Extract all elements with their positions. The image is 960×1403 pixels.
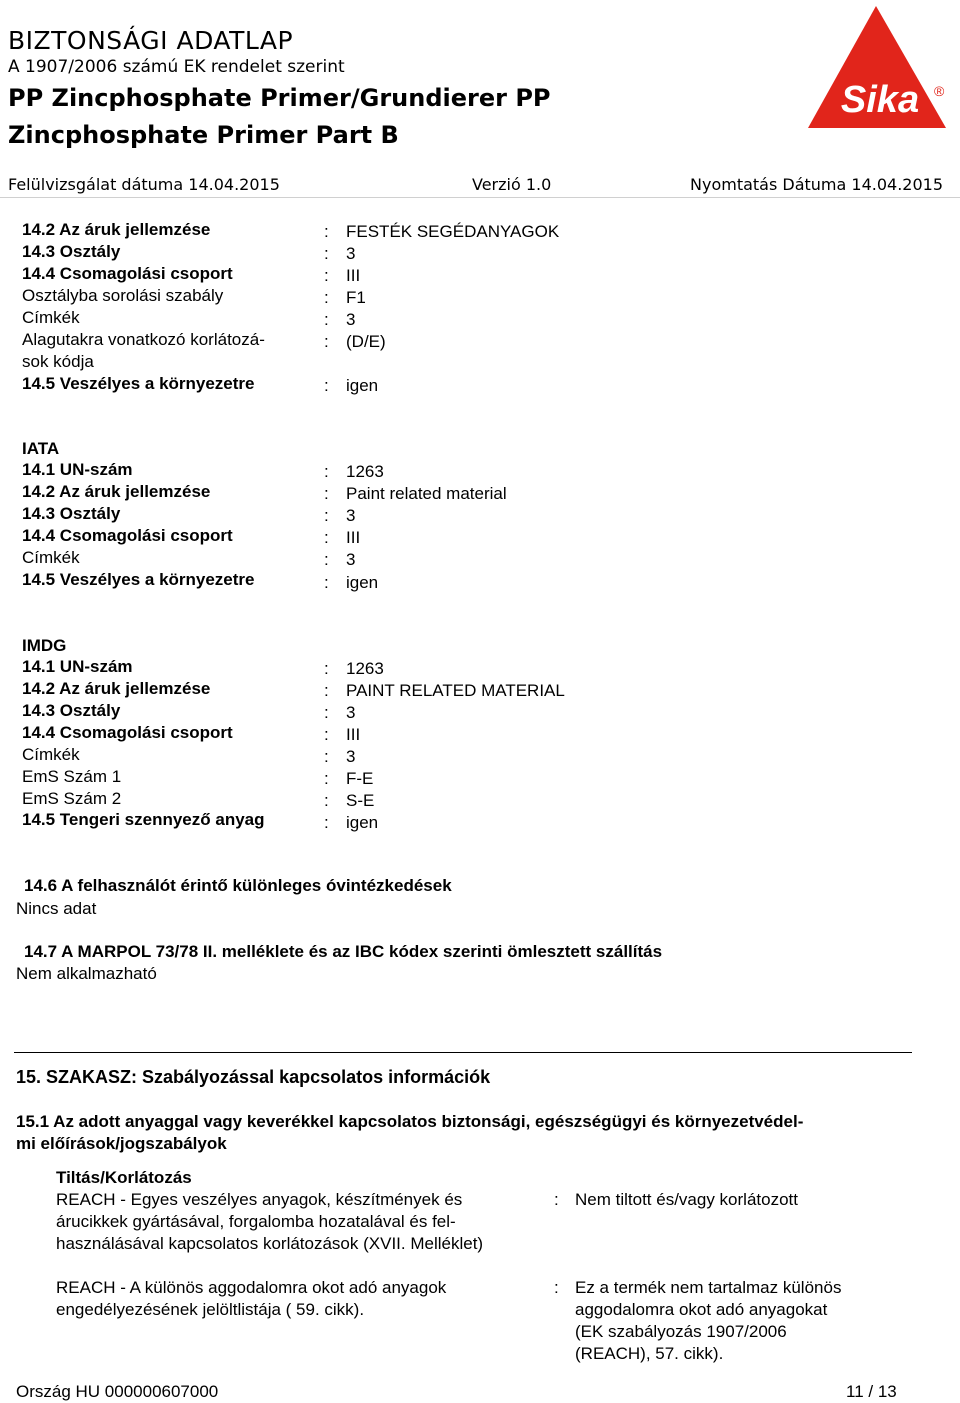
document-header [0,0,960,200]
imdg-packing-group-value: III [346,725,361,744]
footer-country-code: Ország HU 000000607000 [16,1382,219,1401]
reach-restriction-label-line3: használásával kapcsolatos korlátozások (XVII. Melléklet) [56,1234,484,1253]
imdg-ems1-value: F-E [346,769,374,788]
adr-classification-code-label: Osztályba sorolási szabály [22,286,224,305]
imdg-description-label: 14.2 Az áruk jellemzése [22,679,211,698]
version: Verzió 1.0 [472,175,552,194]
colon: : [324,484,329,503]
iata-packing-group-label: 14.4 Csomagolási csoport [22,526,233,545]
imdg-marine-pollutant-label: 14.5 Tengeri szennyező anyag [22,810,265,829]
reach-candidate-value-line2: aggodalomra okot adó anyagokat [575,1300,828,1319]
imdg-labels-value: 3 [346,747,356,766]
reach-candidate-value-line4: (REACH), 57. cikk). [575,1344,724,1363]
reach-restriction-value: Nem tiltott és/vagy korlátozott [575,1190,798,1209]
iata-environment-label: 14.5 Veszélyes a környezetre [22,570,255,589]
imdg-un-number-label: 14.1 UN-szám [22,657,133,676]
reach-candidate-label-line1: REACH - A különös aggodalomra okot adó anyagok [56,1278,447,1297]
iata-un-number-value: 1263 [346,462,384,481]
iata-packing-group-value: III [346,528,361,547]
adr-labels-label: Címkék [22,308,80,327]
colon: : [324,332,329,351]
revision-date: Felülvizsgálat dátuma 14.04.2015 [8,175,280,194]
section-15-title: 15. SZAKASZ: Szabályozással kapcsolatos információk [16,1067,491,1087]
colon: : [324,769,329,788]
imdg-un-number-value: 1263 [346,659,384,678]
imdg-ems1-label: EmS Szám 1 [22,767,122,786]
print-date: Nyomtatás Dátuma 14.04.2015 [690,175,944,194]
colon: : [324,528,329,547]
sika-logo [806,4,956,132]
colon: : [324,573,329,592]
header-divider [0,197,960,198]
colon: : [324,703,329,722]
restrictions-heading: Tiltás/Korlátozás [56,1168,192,1187]
colon: : [324,376,329,395]
colon: : [324,310,329,329]
adr-tunnel-code-label-line2: sok kódja [22,352,94,371]
iata-labels-label: Címkék [22,548,80,567]
reach-restriction-label-line2: árucikkek gyártásával, forgalomba hozatalával és fel- [56,1212,456,1231]
colon: : [324,725,329,744]
adr-tunnel-code-label-line1: Alagutakra vonatkozó korlátozá- [22,330,265,349]
reach-restriction-label-line1: REACH - Egyes veszélyes anyagok, készítmények és [56,1190,463,1209]
marpol-text: Nem alkalmazható [16,964,157,983]
imdg-labels-label: Címkék [22,745,80,764]
adr-labels-value: 3 [346,310,356,329]
section-divider [14,1052,912,1053]
colon: : [324,747,329,766]
colon: : [324,681,329,700]
adr-description-value: FESTÉK SEGÉDANYAGOK [346,222,560,241]
adr-environment-value: igen [346,376,379,395]
iata-un-number-label: 14.1 UN-szám [22,460,133,479]
iata-class-value: 3 [346,506,356,525]
imdg-description-value: PAINT RELATED MATERIAL [346,681,565,700]
colon: : [324,791,329,810]
colon: : [324,813,329,832]
imdg-ems2-value: S-E [346,791,375,810]
special-precautions-heading: 14.6 A felhasználót érintő különleges óvintézkedések [24,876,452,895]
marpol-heading: 14.7 A MARPOL 73/78 II. melléklete és az IBC kódex szerinti ömlesztett szállítás [24,942,663,961]
colon: : [324,506,329,525]
colon: : [324,462,329,481]
reach-candidate-value-line1: Ez a termék nem tartalmaz különös [575,1278,842,1297]
adr-packing-group-label: 14.4 Csomagolási csoport [22,264,233,283]
colon: : [324,550,329,569]
imdg-packing-group-label: 14.4 Csomagolási csoport [22,723,233,742]
iata-environment-value: igen [346,573,379,592]
colon: : [554,1190,559,1209]
product-name-line1: PP Zincphosphate Primer/Grundierer PP [8,84,551,112]
iata-labels-value: 3 [346,550,356,569]
imdg-marine-pollutant-value: igen [346,813,379,832]
section-15-1-heading-line1: 15.1 Az adott anyaggal vagy keverékkel kapcsolatos biztonsági, egészségügyi és környezetvédel- [16,1112,804,1131]
reach-candidate-label-line2: engedélyezésének jelöltlistája ( 59. cikk). [56,1300,365,1319]
colon: : [324,222,329,241]
iata-description-value: Paint related material [346,484,507,503]
colon: : [324,659,329,678]
adr-classification-code-value: F1 [346,288,366,307]
adr-environment-label: 14.5 Veszélyes a környezetre [22,374,255,393]
logo-wordmark: Sika [840,79,920,121]
imdg-ems2-label: EmS Szám 2 [22,789,122,808]
regulation-subtitle: A 1907/2006 számú EK rendelet szerint [8,57,345,77]
logo-registered-mark: ® [934,83,945,99]
special-precautions-text: Nincs adat [16,899,97,918]
colon: : [324,244,329,263]
section-15-1-heading-line2: mi előírások/jogszabályok [16,1134,227,1153]
iata-class-label: 14.3 Osztály [22,504,121,523]
adr-packing-group-value: III [346,266,361,285]
imdg-class-label: 14.3 Osztály [22,701,121,720]
imdg-class-value: 3 [346,703,356,722]
adr-description-label: 14.2 Az áruk jellemzése [22,220,211,239]
adr-class-value: 3 [346,244,356,263]
colon: : [554,1278,559,1297]
colon: : [324,288,329,307]
footer-page-number: 11 / 13 [846,1382,897,1401]
colon: : [324,266,329,285]
product-name-line2: Zincphosphate Primer Part B [8,121,399,149]
document-title: BIZTONSÁGI ADATLAP [8,26,294,55]
imdg-heading: IMDG [22,636,67,655]
adr-tunnel-code-value: (D/E) [346,332,386,351]
iata-heading: IATA [22,439,60,458]
iata-description-label: 14.2 Az áruk jellemzése [22,482,211,501]
adr-class-label: 14.3 Osztály [22,242,121,261]
reach-candidate-value-line3: (EK szabályozás 1907/2006 [575,1322,787,1341]
